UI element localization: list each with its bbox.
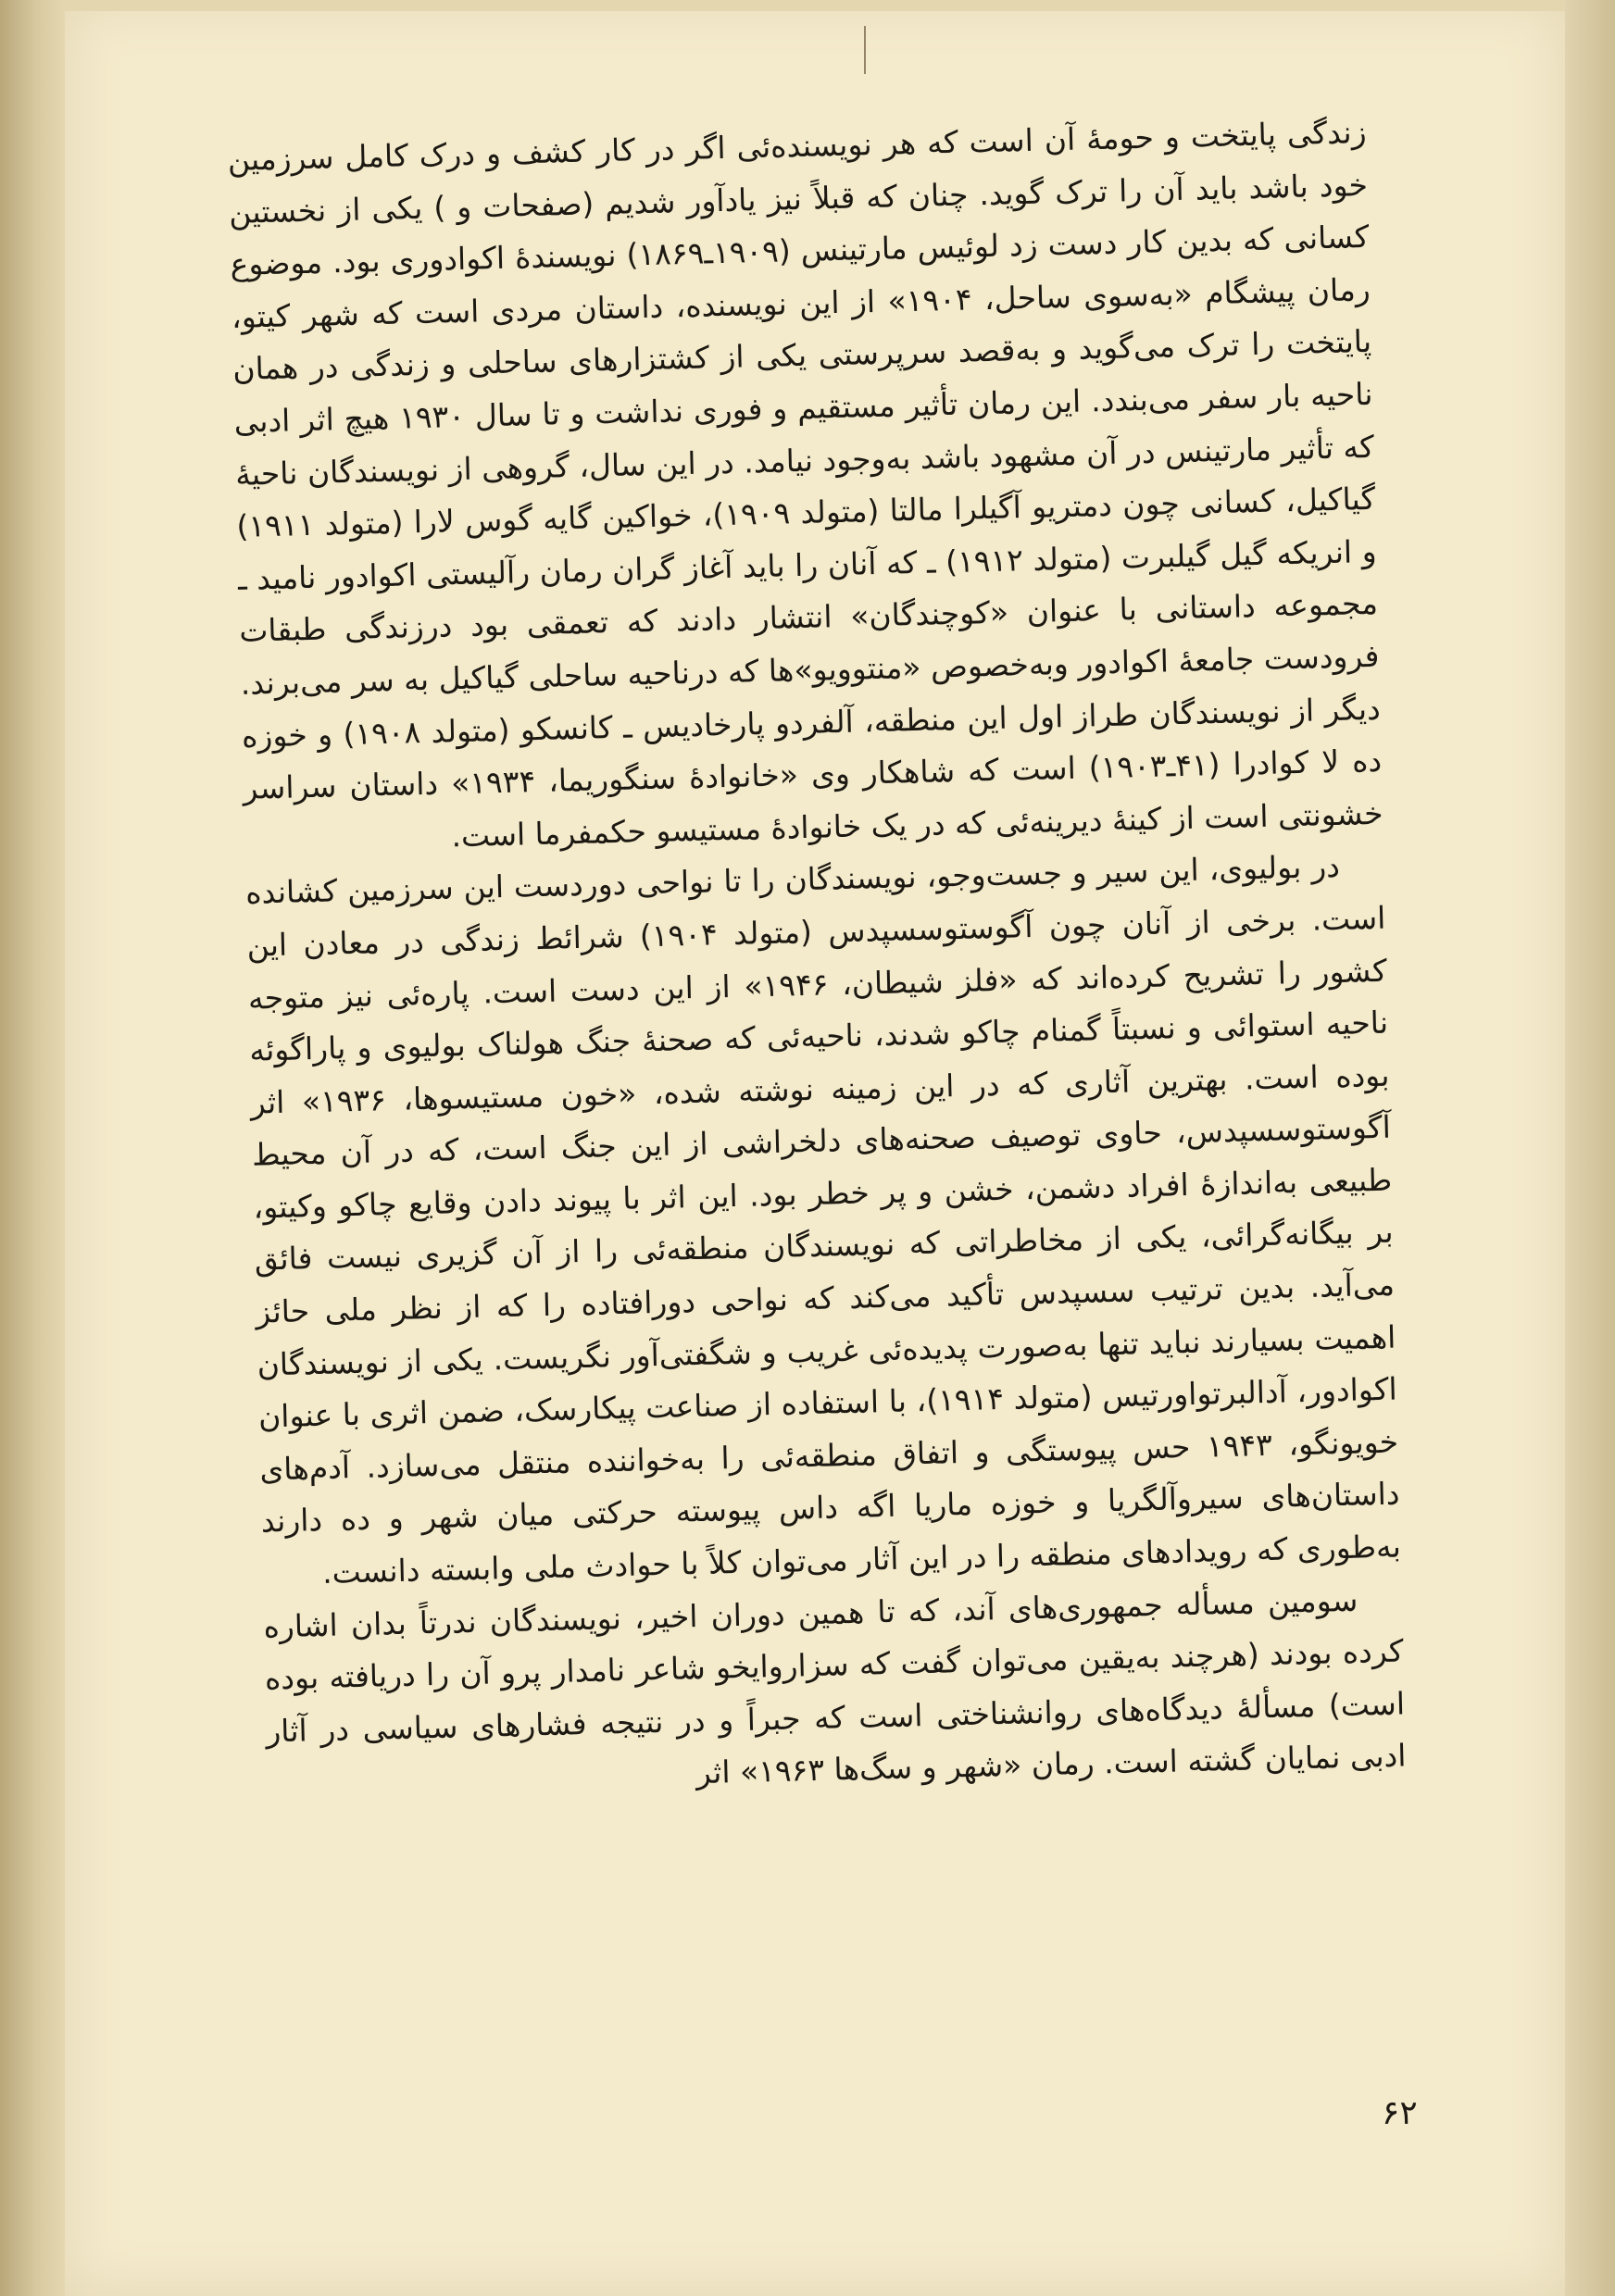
page-number: ۶۲ [1382, 2094, 1418, 2132]
body-text [227, 106, 1407, 1811]
paragraph-1: زندگی پایتخت و حومهٔ آن است که هر نویسنده‌ئی اگر در کار کشف و درک کامل سرزمین خود باشد باید آن را ترک گوید. چنان که قبلاً نیز یادآور شدیم (صفحات و ) یکی از نخستین کسانی که بدین کار دست زد لوئیس مارتینس (۱۹۰۹ـ۱۸۶۹) نویسندهٔ اکوادوری بود. موضوع رمان پیشگام «به‌سوی ساحل، ۱۹۰۴» از این نویسنده، داستان مردی است که شهر کیتو، پایتخت را ترک می‌گوید و به‌قصد سرپرستی یکی از کشتزارهای ساحلی و زندگی در همان ناحیه بار سفر می‌بندد. این رمان تأثیر مستقیم و فوری نداشت و تا سال ۱۹۳۰ هیچ اثر ادبی که تأثیر مارتینس در آن مشهود باشد به‌وجود نیامد. در این سال، گروهی از نویسندگان ناحیهٔ گیاکیل، کسانی چون دمتریو آگیلرا مالتا (متولد ۱۹۰۹)، خواکین گایه گوس لارا (متولد ۱۹۱۱) و انریکه گیل گیلبرت (متولد ۱۹۱۲) ـ که آنان را باید آغاز گران رمان رآلیستی اکوادور نامید ـ مجموعه داستانی با عنوان «کوچندگان» انتشار دادند که تعمقی بود درزندگی طبقات فرودست جامعهٔ اکوادور وبه‌خصوص «منتوویو»ها که درناحیه ساحلی گیاکیل به سر می‌برند. دیگر از نویسندگان طراز اول این منطقه، آلفردو پارخادیس ـ کانسکو (متولد ۱۹۰۸) و خوزه ده لا کوادرا (۴۱ـ۱۹۰۳) است که شاهکار وی «خانوادهٔ سنگوریما، ۱۹۳۴» داستان سراسر خشونتی است از کینهٔ دیرینه‌ئی که در یک خانوادهٔ مستیسو حکمفرما است. [227, 113, 1383, 855]
paragraph-3: سومین مسأله جمهوری‌های آند، که تا همین دوران اخیر، نویسندگان ندرتاً بدان اشاره کرده بودند (هرچند به‌یقین می‌توان گفت که سزاروایخو شاعر نامدار پرو آن را دریافته بوده است) مسألهٔ دیدگاه‌های روانشناختی است که جبراً و در نتیجه فشارهای سیاسی در آثار ادبی نمایان گشته است. رمان «شهر و سگ‌ها ۱۹۶۳» اثر [263, 1581, 1407, 1791]
paragraph-2: در بولیوی، این سیر و جست‌وجو، نویسندگان را تا نواحی دوردست این سرزمین کشانده است. برخی از آنان چون آگوستوسسپدس (متولد ۱۹۰۴) شرائط زندگی در معادن این کشور را تشریح کرده‌اند که «فلز شیطان، ۱۹۴۶» از این دست است. پاره‌ئی نیز متوجه ناحیه استوائی و نسبتاً گمنام چاکو شدند، ناحیه‌ئی که صحنهٔ جنگ هولناک بولیوی و پاراگوئه بوده است. بهترین آثاری که در این زمینه نوشته شده، «خون مستیسوها، ۱۹۳۶» اثر آگوستوسسپدس، حاوی توصیف صحنه‌های دلخراشی از این جنگ است، که در آن محیط طبیعی به‌اندازهٔ افراد دشمن، خشن و پر خطر بود. این اثر با پیوند دادن وقایع چاکو وکیتو، بر بیگانه‌گرائی، یکی از مخاطراتی که نویسندگان منطقه‌ئی را از آن گزیری نیست فائق می‌آید. بدین ترتیب سسپدس تأکید می‌کند که نواحی دورافتاده را که از نظر ملی حائز اهمیت بسیارند نباید تنها به‌صورت پدیده‌ئی غریب و شگفتی‌آور نگریست. یکی از نویسندگان اکوادور، آدالبرتواورتیس (متولد ۱۹۱۴)، با استفاده از صناعت پیکارسک، ضمن اثری با عنوان خویونگو، ۱۹۴۳ حس پیوستگی و اتفاق منطقه‌ئی را به‌خواننده منتقل می‌سازد. آدم‌های داستان‌های سیروآلگریا و خوزه ماریا اگه داس پیوسته حرکتی میان شهر و ده دارند به‌طوری که رویدادهای منطقه را در این آثار می‌توان کلاً با حوادث ملی وابسته دانست. [244, 848, 1402, 1591]
fold-mark [864, 26, 866, 74]
page-top-edge [65, 0, 1565, 11]
